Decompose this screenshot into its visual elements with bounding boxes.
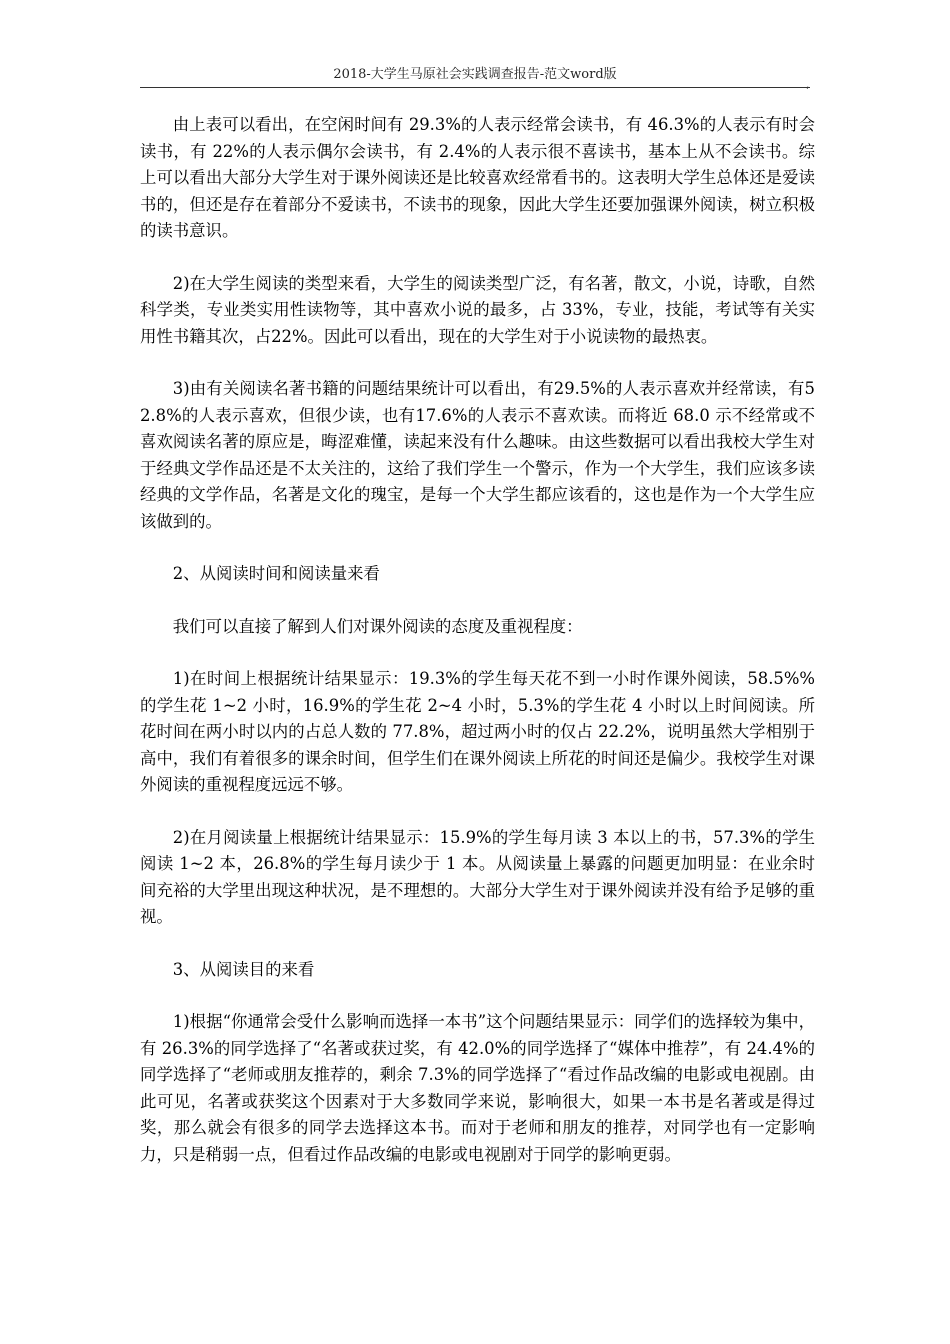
paragraph-reading-types: 2)在大学生阅读的类型来看，大学生的阅读类型广泛，有名著，散文，小说，诗歌，自然科学类，专业类实用性读物等，其中喜欢小说的最多，占 33%，专业，技能，考试等有关实用性书籍其次，占22%。因此可以看出，现在的大学生对于小说读物的最热衷。 (140, 273, 815, 346)
page-header: 2018-大学生马原社会实践调查报告-范文word版 (333, 67, 617, 82)
section-heading-purpose: 3、从阅读目的来看 (172, 959, 315, 979)
document-body (140, 112, 815, 1194)
header-mark: , (806, 80, 810, 91)
paragraph-summary-reading-frequency: 由上表可以看出，在空闲时间有 29.3%的人表示经常会读书，有 46.3%的人表示有时会读书，有 22%的人表示偶尔会读书，有 2.4%的人表示很不喜读书，基本上从不会读书。综上可以看出大部分大学生对于课外阅读还是比较喜欢经常看书的。这表明大学生总体还是爱读书的，但还是存在着部分不爱读书，不读书的现象，因此大学生还要加强课外阅读，树立积极的读书意识。 (140, 115, 815, 240)
paragraph-intro-attitude: 我们可以直接了解到人们对课外阅读的态度及重视程度： (172, 616, 583, 636)
header-rule (140, 87, 810, 88)
paragraph-book-choice-influence: 1)根据“你通常会受什么影响而选择一本书”这个问题结果显示：同学们的选择较为集中，有 26.3%的同学选择了“名著或获过奖，有 42.0%的同学选择了“媒体中推荐”，有 24.4%的同学选择了“老师或朋友推荐的，剩余 7.3%的同学选择了“看过作品改编的电影或电视剧。由此可见，名著或获奖这个因素对于大多数同学来说，影响很大，如果一本书是名著或是得过奖，那么就会有很多的同学去选择这本书。而对于老师和朋友的推荐，对同学也有一定影响力，只是稍弱一点，但看过作品改编的电影或电视剧对于同学的影响更弱。 (140, 1012, 815, 1164)
paragraph-classics-reading: 3)由有关阅读名著书籍的问题结果统计可以看出，有29.5%的人表示喜欢并经常读，有52.8%的人表示喜欢，但很少读，也有17.6%的人表示不喜欢读。而将近 68.0 示不经常或不喜欢阅读名著的原应是，晦涩难懂，读起来没有什么趣味。由这些数据可以看出我校大学生对于经典文学作品还是不太关注的，这给了我们学生一个警示，作为一个大学生，我们应该多读经典的文学作品，名著是文化的瑰宝，是每一个大学生都应该看的，这也是作为一个大学生应该做到的。 (140, 379, 815, 531)
section-heading-time-volume: 2、从阅读时间和阅读量来看 (172, 564, 380, 583)
paragraph-monthly-volume: 2)在月阅读量上根据统计结果显示：15.9%的学生每月读 3 本以上的书，57.3%的学生阅读 1~2 本，26.8%的学生每月读少于 1 本。从阅读量上暴露的问题更加明显：在业余时间充裕的大学里出现这种状况，是不理想的。大部分大学生对于课外阅读并没有给予足够的重视。 (140, 827, 815, 926)
paragraph-reading-time: 1)在时间上根据统计结果显示：19.3%的学生每天花不到一小时作课外阅读，58.5%%的学生花 1~2 小时，16.9%的学生花 2~4 小时，5.3%的学生花 4 小时以上时间阅读。所花时间在两小时以内的占总人数的 77.8%，超过两小时的仅占 22.2%，说明虽然大学相别于高中，我们有着很多的课余时间，但学生们在课外阅读上所花的时间还是偏少。我校学生对课外阅读的重视程度远远不够。 (140, 669, 815, 794)
